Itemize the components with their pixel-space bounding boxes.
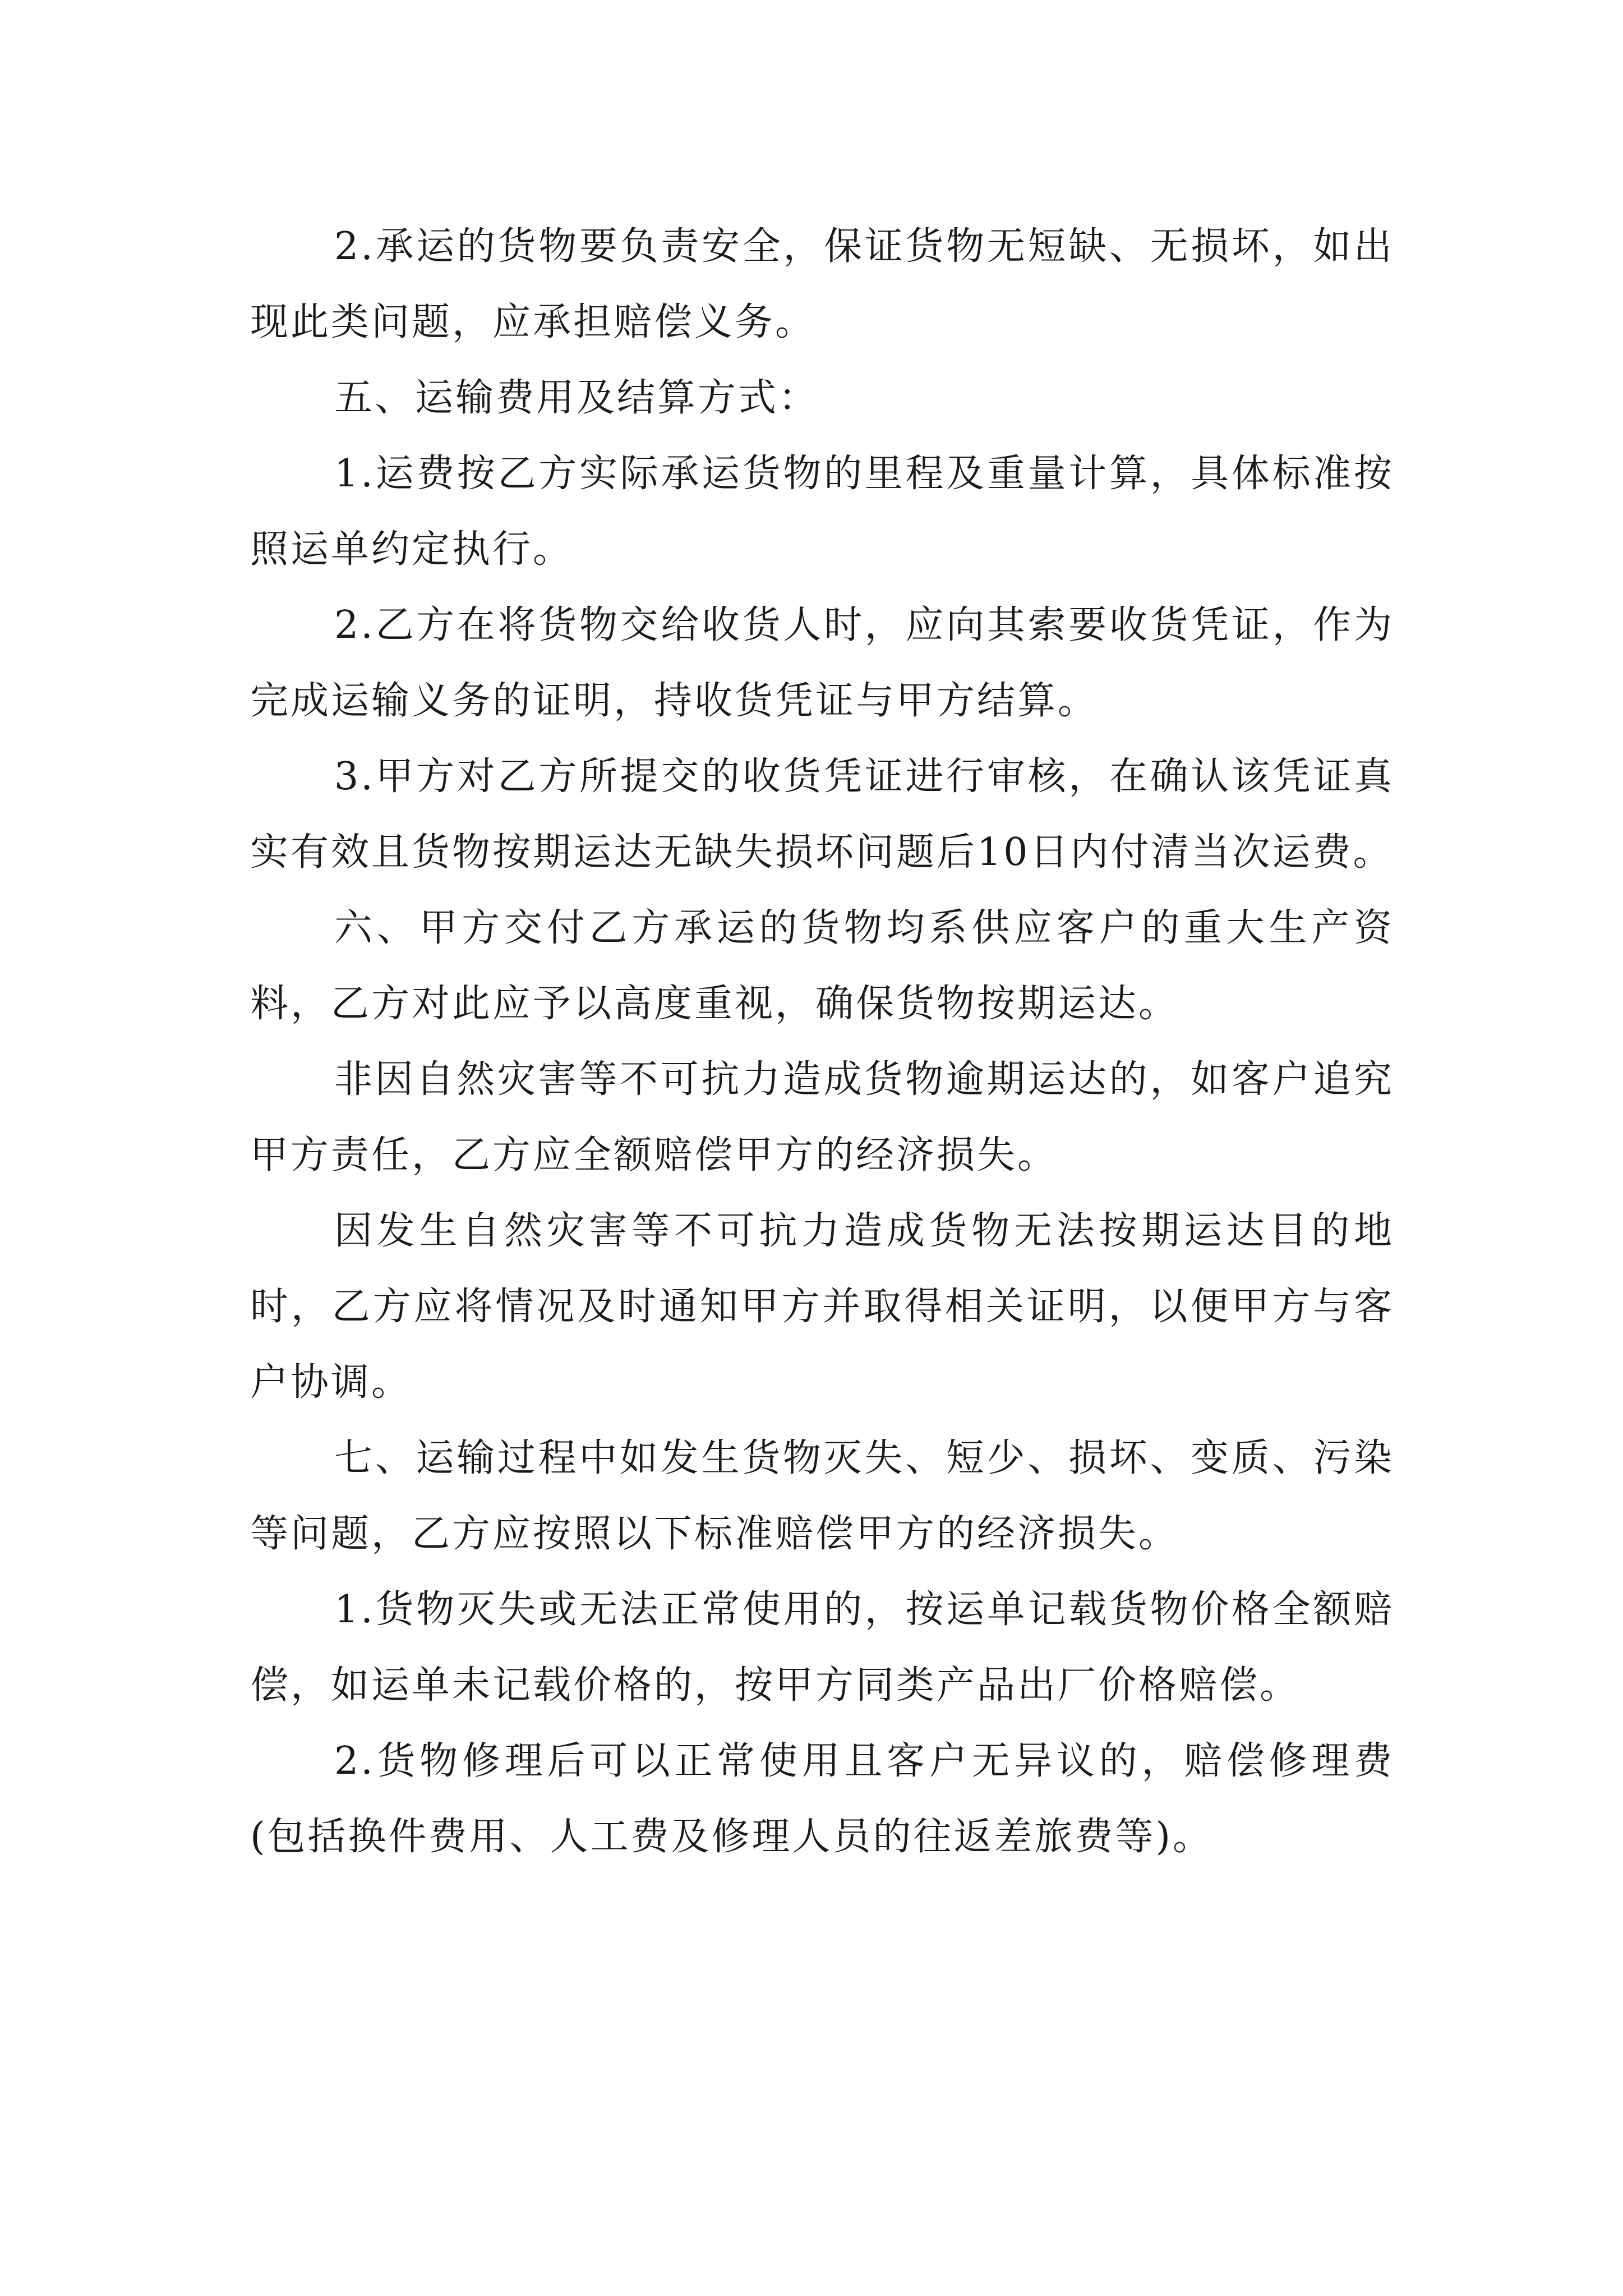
section-heading-5: 五、运输费用及结算方式：	[334, 376, 819, 420]
paragraph-clause-5-3: 3.甲方对乙方所提交的收货凭证进行审核，在确认该凭证真实有效且货物按期运达无缺失损坏问题后10日内付清当次运费。	[250, 754, 1394, 875]
paragraph-clause-6-a: 非因自然灾害等不可抗力造成货物逾期运达的，如客户追究甲方责任，乙方应全额赔偿甲方的经济损失。	[250, 1057, 1394, 1177]
section-heading-6: 六、甲方交付乙方承运的货物均系供应客户的重大生产资料，乙方对此应予以高度重视，确保货物按期运达。	[250, 906, 1394, 1026]
paragraph-clause-5-1: 1.运费按乙方实际承运货物的里程及重量计算，具体标准按照运单约定执行。	[250, 452, 1394, 572]
document-body	[250, 209, 1394, 1875]
paragraph-clause-5-2: 2.乙方在将货物交给收货人时，应向其索要收货凭证，作为完成运输义务的证明，持收货凭证与甲方结算。	[250, 603, 1394, 723]
paragraph-clause-7-2: 2.货物修理后可以正常使用且客户无异议的，赔偿修理费(包括换件费用、人工费及修理人员的往返差旅费等)。	[250, 1739, 1394, 1859]
paragraph-clause-6-b: 因发生自然灾害等不可抗力造成货物无法按期运达目的地时，乙方应将情况及时通知甲方并取得相关证明，以便甲方与客户协调。	[250, 1209, 1394, 1405]
section-heading-7: 七、运输过程中如发生货物灭失、短少、损坏、变质、污染等问题，乙方应按照以下标准赔偿甲方的经济损失。	[250, 1436, 1394, 1556]
paragraph-clause-7-1: 1.货物灭失或无法正常使用的，按运单记载货物价格全额赔偿，如运单未记载价格的，按甲方同类产品出厂价格赔偿。	[250, 1588, 1394, 1708]
paragraph-clause-4-2: 2.承运的货物要负责安全，保证货物无短缺、无损坏，如出现此类问题，应承担赔偿义务。	[250, 224, 1394, 344]
